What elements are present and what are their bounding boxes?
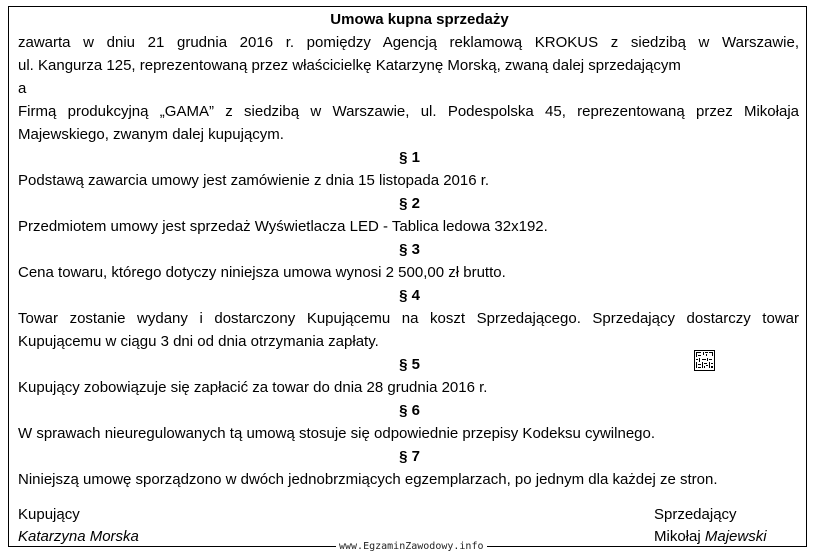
watermark-url: www.EgzaminZawodowy.info [336, 541, 487, 552]
section-2-text [18, 215, 799, 238]
document-title: Umowa kupna sprzedaży [330, 11, 509, 28]
section-7-mark: § 7 [399, 448, 420, 465]
seller-role: Sprzedający [654, 506, 737, 523]
seller-signature [654, 504, 767, 548]
intro-connector: a [18, 80, 27, 97]
section-3-mark: § 3 [399, 241, 420, 258]
section-4-text [18, 307, 799, 353]
section-5-mark: § 5 [399, 356, 420, 373]
section-1-text [18, 169, 799, 192]
section-6-text [18, 422, 799, 445]
section-7-line: Niniejszą umowę sporządzono w dwóch jednobrzmiących egzemplarzach, po jednym dla każdej ze stron. [18, 471, 718, 488]
section-1-line: Podstawą zawarcia umowy jest zamówienie z dnia 15 listopada 2016 r. [18, 172, 490, 189]
buyer-role: Kupujący [18, 506, 80, 523]
seller-first-name: Mikołaj [654, 528, 701, 545]
seller-last-name: Majewski [704, 528, 767, 545]
buyer-signature [18, 504, 139, 548]
section-3-line: Cena towaru, którego dotyczy niniejsza umowa wynosi 2 500,00 zł brutto. [18, 264, 506, 281]
section-5-line: Kupujący zobowiązuje się zapłacić za towar do dnia 28 grudnia 2016 r. [18, 379, 488, 396]
section-1-mark: § 1 [399, 149, 420, 166]
document-body [18, 8, 799, 491]
intro-paragraph [18, 31, 799, 146]
intro-line-4: Majewskiego, zwanym dalej kupującym. [18, 126, 284, 143]
intro-line-3: Firmą produkcyjną „GAMA” z siedzibą w Warszawie, ul. Podespolska 45, reprezentowaną przez Mikołaja [18, 103, 799, 120]
section-3-text [18, 261, 799, 284]
intro-line-2: ul. Kangurza 125, reprezentowaną przez właścicielkę Katarzynę Morską, zwaną dalej sprzedającym [18, 57, 681, 74]
section-2-mark: § 2 [399, 195, 420, 212]
qr-code-icon [694, 350, 715, 371]
buyer-name: Katarzyna Morska [18, 528, 139, 545]
section-4-line-1: Towar zostanie wydany i dostarczony Kupującemu na koszt Sprzedającego. Sprzedający dostarczy towar [18, 310, 799, 327]
section-5-text [18, 376, 799, 399]
section-4-line-2: Kupującemu w ciągu 3 dni od dnia otrzymania zapłaty. [18, 333, 379, 350]
section-4-mark: § 4 [399, 287, 420, 304]
intro-line-1: zawarta w dniu 21 grudnia 2016 r. pomiędzy Agencją reklamową KROKUS z siedzibą w Warszawie, [18, 34, 799, 51]
seller-name [654, 526, 767, 548]
section-7-text [18, 468, 799, 491]
section-6-mark: § 6 [399, 402, 420, 419]
section-6-line: W sprawach nieuregulowanych tą umową stosuje się odpowiednie przepisy Kodeksu cywilnego. [18, 425, 656, 442]
section-2-line: Przedmiotem umowy jest sprzedaż Wyświetlacza LED - Tablica ledowa 32x192. [18, 218, 548, 235]
